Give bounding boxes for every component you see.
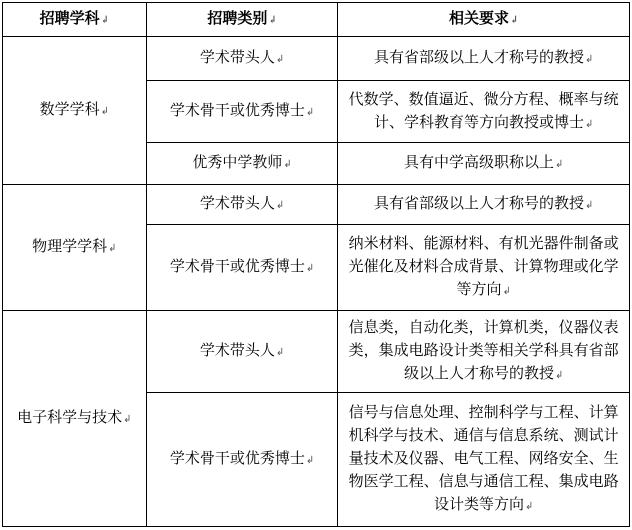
paragraph-mark-icon: ↲ [275,347,285,358]
paragraph-mark-icon: ↲ [554,159,564,170]
paragraph-mark-icon: ↲ [584,118,594,130]
requirement-cell: 具有省部级以上人才称号的教授↲ [338,37,630,81]
header-requirement: 相关要求↲ [338,3,630,37]
paragraph-mark-icon: ↲ [123,414,132,425]
paragraph-mark-icon: ↲ [283,159,292,170]
category-cell: 学术骨干或优秀博士↲ [146,393,338,527]
paragraph-mark-icon: ↲ [584,200,594,211]
paragraph-mark-icon: ↲ [275,200,285,211]
paragraph-mark-icon: ↲ [268,15,277,26]
table-row [3,311,630,393]
requirement-cell: 具有中学高级职称以上↲ [338,143,630,185]
paragraph-mark-icon: ↲ [524,501,534,512]
requirement-cell: 纳米材料、能源材料、有机光器件制备或光催化及材料合成背景、计算物理或化学等方向↲ [338,225,630,311]
category-cell: 优秀中学教师↲ [146,143,338,185]
requirement-cell: 信号与信息处理、控制科学与工程、计算机科学与技术、通信与信息系统、测试计量技术及仪器、电气工程、网络安全、生物医学工程、信息与通信工程、集成电路设计类等方向↲ [338,393,630,527]
paragraph-mark-icon: ↲ [509,15,519,26]
paragraph-mark-icon: ↲ [100,106,110,117]
requirement-cell: 具有省部级以上人才称号的教授↲ [338,185,630,225]
subject-cell: 物理学学科↲ [3,185,147,311]
paragraph-mark-icon: ↲ [100,15,110,26]
recruitment-table [2,2,630,527]
paragraph-mark-icon: ↲ [275,54,285,65]
header-row [3,3,630,37]
subject-cell: 电子科学与技术↲ [3,311,147,527]
paragraph-mark-icon: ↲ [305,263,315,274]
subject-cell: 数学学科↲ [3,37,147,185]
paragraph-mark-icon: ↲ [305,455,315,466]
category-cell: 学术带头人↲ [146,311,338,393]
category-cell: 学术带头人↲ [146,37,338,81]
requirement-cell: 信息类，自动化类，计算机类，仪器仪表类，集成电路设计类等相关学科具有省部级以上人才称号的教授↲ [338,311,630,393]
paragraph-mark-icon: ↲ [584,54,594,65]
paragraph-mark-icon: ↲ [502,286,511,297]
paragraph-mark-icon: ↲ [108,243,117,254]
requirement-cell: 代数学、数值逼近、微分方程、概率与统计、学科教育等方向教授或博士↲ [338,81,630,143]
category-cell: 学术带头人↲ [146,185,338,225]
header-subject: 招聘学科↲ [3,3,147,37]
paragraph-mark-icon: ↲ [554,370,564,381]
header-category: 招聘类别↲ [146,3,338,37]
table-row [3,185,630,225]
table-row [3,37,630,81]
category-cell: 学术骨干或优秀博士↲ [146,225,338,311]
paragraph-mark-icon: ↲ [305,107,315,118]
category-cell: 学术骨干或优秀博士↲ [146,81,338,143]
